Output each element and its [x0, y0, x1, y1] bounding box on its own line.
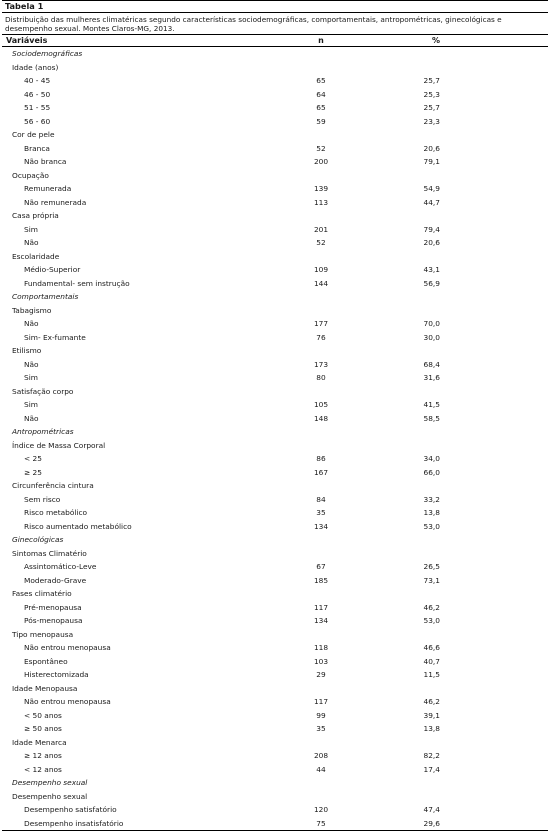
cell-n: 144 [313, 278, 329, 288]
cell-variable: 51 - 55 [24, 103, 51, 112]
cell-n: 148 [313, 413, 329, 423]
table-title: Tabela 1 [2, 0, 548, 13]
cell-percent: 47,4 [423, 805, 440, 814]
cell-variable: Fases climatério [12, 589, 72, 598]
cell-variable: Idade Menopausa [12, 683, 78, 693]
cell-percent [350, 344, 440, 358]
cell-percent: 68,4 [423, 359, 440, 369]
cell-n: 103 [313, 656, 329, 666]
cell-percent: 79,1 [423, 157, 440, 166]
cell-percent: 25,7 [423, 76, 440, 85]
table-row [2, 358, 548, 372]
cell-variable: Desempenho insatisfatório [24, 818, 124, 828]
group-heading-row [2, 439, 548, 453]
cell-n [292, 169, 350, 183]
cell-percent: 66,0 [423, 467, 440, 477]
cell-n: 118 [313, 643, 329, 652]
cell-variable: 40 - 45 [24, 76, 51, 85]
cell-n [292, 547, 350, 561]
cell-variable: Satisfação corpo [12, 386, 74, 396]
cell-variable: Pós-menopausa [24, 616, 83, 625]
cell-variable: Médio-Superior [24, 265, 81, 274]
cell-n [292, 344, 350, 358]
cell-percent [350, 47, 440, 61]
cell-n: 76 [316, 332, 326, 342]
cell-variable: Idade Menarca [12, 737, 67, 747]
cell-n: 64 [316, 89, 326, 99]
table-row [2, 520, 548, 534]
cell-variable: Índice de Massa Corporal [12, 440, 106, 450]
cell-percent: 44,7 [423, 197, 440, 207]
cell-variable: Não [24, 238, 39, 247]
cell-variable: < 25 [24, 454, 42, 463]
cell-variable: Desempenho sexual [12, 791, 88, 801]
section-heading-row [2, 533, 548, 547]
table-row [2, 317, 548, 331]
cell-percent [350, 169, 440, 183]
cell-variable: Não branca [24, 157, 67, 166]
cell-n: 52 [316, 238, 326, 247]
table-row [2, 655, 548, 669]
cell-percent: 46,2 [423, 602, 440, 612]
cell-variable: Tipo menopausa [12, 629, 74, 639]
cell-n: 86 [316, 454, 326, 463]
group-heading-row [2, 682, 548, 696]
table-row [2, 641, 548, 655]
cell-percent: 70,0 [423, 319, 440, 328]
cell-percent: 43,1 [423, 265, 440, 274]
cell-n: 109 [313, 265, 329, 274]
table-caption: Distribuição das mulheres climatéricas segundo características sociodemográficas, comportamentais, antropométricas, ginecológicas e desempenho sexual. Montes Claros-MG, 2013. [5, 14, 502, 33]
cell-variable: ≥ 12 anos [24, 751, 62, 760]
cell-percent: 17,4 [423, 764, 440, 774]
cell-n: 105 [313, 400, 329, 409]
header-variable: Variáveis [6, 36, 48, 45]
cell-n: 99 [316, 710, 326, 720]
group-heading-row [2, 790, 548, 804]
cell-n: 185 [313, 575, 329, 585]
cell-n [292, 628, 350, 642]
cell-n: 139 [313, 184, 329, 193]
cell-variable: Antropométricas [12, 427, 74, 436]
cell-percent: 13,8 [423, 724, 440, 733]
cell-variable: < 50 anos [24, 710, 62, 720]
cell-n [292, 790, 350, 804]
group-heading-row [2, 587, 548, 601]
header-n: n [318, 36, 324, 45]
cell-percent: 29,6 [423, 818, 440, 828]
cell-n: 52 [316, 143, 326, 153]
table-row [2, 142, 548, 156]
cell-n [292, 250, 350, 264]
cell-variable: Sim- Ex-fumante [24, 332, 86, 342]
cell-n [292, 61, 350, 75]
cell-percent: 30,0 [423, 332, 440, 342]
cell-variable: ≥ 25 [24, 467, 42, 477]
cell-percent [350, 290, 440, 304]
group-heading-row [2, 547, 548, 561]
table-row [2, 371, 548, 385]
table-row [2, 236, 548, 250]
cell-percent: 82,2 [423, 751, 440, 760]
cell-percent: 53,0 [423, 616, 440, 625]
cell-variable: Comportamentais [12, 292, 79, 301]
cell-percent [350, 209, 440, 223]
cell-variable: Etilismo [12, 346, 42, 355]
cell-percent: 53,0 [423, 521, 440, 531]
cell-percent [350, 385, 440, 399]
cell-n: 59 [316, 116, 326, 126]
cell-percent: 25,3 [423, 89, 440, 99]
cell-variable: Sim [24, 224, 38, 234]
cell-n [292, 479, 350, 493]
cell-percent [350, 128, 440, 142]
cell-n [292, 385, 350, 399]
cell-n [292, 533, 350, 547]
cell-n: 134 [313, 521, 329, 531]
cell-percent: 41,5 [423, 400, 440, 409]
cell-variable: 46 - 50 [24, 89, 51, 99]
cell-variable: < 12 anos [24, 764, 62, 774]
cell-n: 80 [316, 373, 326, 382]
cell-variable: Sim [24, 400, 38, 409]
cell-n [292, 776, 350, 790]
cell-variable: Não remunerada [24, 197, 87, 207]
cell-percent: 20,6 [423, 143, 440, 153]
group-heading-row [2, 61, 548, 75]
cell-n: 134 [313, 616, 329, 625]
cell-variable: Circunferência cintura [12, 481, 94, 490]
cell-n [292, 304, 350, 318]
table-row [2, 695, 548, 709]
cell-percent: 31,6 [423, 373, 440, 382]
cell-percent: 39,1 [423, 710, 440, 720]
cell-percent [350, 776, 440, 790]
cell-n: 65 [316, 76, 326, 85]
cell-n: 200 [313, 157, 329, 166]
group-heading-row [2, 169, 548, 183]
section-heading-row [2, 290, 548, 304]
table-row [2, 763, 548, 777]
cell-percent: 56,9 [423, 278, 440, 288]
cell-n: 167 [313, 467, 329, 477]
cell-percent [350, 61, 440, 75]
table-row [2, 182, 548, 196]
cell-variable: Não [24, 359, 39, 369]
table-row [2, 223, 548, 237]
cell-percent [350, 682, 440, 696]
cell-percent [350, 439, 440, 453]
cell-variable: Sociodemográficas [12, 49, 83, 58]
table-row [2, 560, 548, 574]
table-header-row [2, 34, 548, 47]
cell-n: 120 [313, 805, 329, 814]
table-row [2, 412, 548, 426]
cell-variable: Não entrou menopausa [24, 643, 111, 652]
cell-n [292, 736, 350, 750]
header-percent: % [431, 36, 440, 45]
cell-variable: Casa própria [12, 211, 59, 220]
cell-variable: Não entrou menopausa [24, 697, 111, 706]
cell-percent: 79,4 [423, 224, 440, 234]
table-row [2, 601, 548, 615]
cell-n: 35 [316, 508, 326, 517]
cell-n [292, 587, 350, 601]
cell-n: 29 [316, 670, 326, 679]
cell-n: 173 [313, 359, 329, 369]
cell-n: 75 [316, 818, 326, 828]
table-row [2, 466, 548, 480]
cell-percent [350, 736, 440, 750]
cell-variable: Fundamental- sem instrução [24, 278, 130, 288]
table-row [2, 493, 548, 507]
group-heading-row [2, 304, 548, 318]
cell-n: 177 [313, 319, 329, 328]
cell-n: 65 [316, 103, 326, 112]
cell-percent: 23,3 [423, 116, 440, 126]
table-row [2, 452, 548, 466]
cell-variable: Escolaridade [12, 251, 60, 261]
cell-percent: 46,6 [423, 643, 440, 652]
group-heading-row [2, 128, 548, 142]
table-row [2, 709, 548, 723]
section-heading-row [2, 425, 548, 439]
cell-percent: 11,5 [423, 670, 440, 679]
cell-variable: Idade (anos) [12, 62, 59, 72]
group-heading-row [2, 628, 548, 642]
cell-variable: Ginecológicas [12, 535, 64, 544]
cell-variable: Sim [24, 373, 38, 382]
cell-n [292, 425, 350, 439]
cell-percent [350, 479, 440, 493]
cell-variable: Pré-menopausa [24, 602, 82, 612]
cell-variable: Assintomático-Leve [24, 562, 97, 571]
table-row [2, 88, 548, 102]
cell-variable: Sintomas Climatério [12, 548, 87, 558]
cell-n: 113 [313, 197, 329, 207]
cell-percent: 40,7 [423, 656, 440, 666]
cell-variable: Branca [24, 143, 50, 153]
cell-n [292, 682, 350, 696]
cell-percent: 58,5 [423, 413, 440, 423]
table-body [2, 47, 548, 830]
cell-n: 201 [313, 224, 329, 234]
cell-variable: Ocupação [12, 170, 49, 180]
cell-percent: 20,6 [423, 238, 440, 247]
cell-variable: Remunerada [24, 184, 72, 193]
cell-percent: 73,1 [423, 575, 440, 585]
cell-variable: Desempenho satisfatório [24, 805, 117, 814]
cell-n [292, 47, 350, 61]
cell-percent [350, 628, 440, 642]
cell-variable: ≥ 50 anos [24, 724, 62, 733]
table-row [2, 398, 548, 412]
cell-variable: Risco aumentado metabólico [24, 521, 132, 531]
table-row [2, 506, 548, 520]
cell-variable: Cor de pele [12, 130, 55, 139]
table-row [2, 331, 548, 345]
cell-variable: Espontâneo [24, 656, 68, 666]
cell-variable: Risco metabólico [24, 508, 88, 517]
cell-percent [350, 790, 440, 804]
table-row [2, 668, 548, 682]
cell-percent [350, 425, 440, 439]
cell-variable: Não [24, 319, 39, 328]
cell-percent [350, 533, 440, 547]
table-row [2, 155, 548, 169]
table-row [2, 277, 548, 291]
cell-n: 208 [313, 751, 329, 760]
table-row [2, 614, 548, 628]
table-row [2, 115, 548, 129]
table-row [2, 196, 548, 210]
cell-percent [350, 250, 440, 264]
cell-variable: Não [24, 413, 39, 423]
cell-n: 84 [316, 494, 326, 504]
cell-n [292, 209, 350, 223]
cell-variable: Tabagismo [12, 305, 52, 315]
table-document [2, 0, 548, 831]
cell-percent: 34,0 [423, 454, 440, 463]
cell-n [292, 128, 350, 142]
section-heading-row [2, 776, 548, 790]
table-row [2, 749, 548, 763]
cell-percent [350, 304, 440, 318]
cell-percent: 54,9 [423, 184, 440, 193]
table-row [2, 101, 548, 115]
table-row [2, 74, 548, 88]
cell-percent [350, 547, 440, 561]
table-row [2, 574, 548, 588]
table-row [2, 817, 548, 831]
cell-percent: 26,5 [423, 562, 440, 571]
group-heading-row [2, 479, 548, 493]
table-row [2, 263, 548, 277]
cell-percent: 46,2 [423, 697, 440, 706]
cell-percent: 25,7 [423, 103, 440, 112]
cell-n: 117 [313, 697, 329, 706]
cell-variable: Sem risco [24, 494, 61, 504]
cell-n [292, 290, 350, 304]
table-row [2, 722, 548, 736]
cell-variable: Moderado-Grave [24, 575, 87, 585]
group-heading-row [2, 250, 548, 264]
cell-variable: Desempenho sexual [12, 778, 88, 787]
cell-n [292, 439, 350, 453]
cell-n: 44 [316, 764, 326, 774]
group-heading-row [2, 209, 548, 223]
cell-n: 67 [316, 562, 326, 571]
group-heading-row [2, 344, 548, 358]
cell-variable: 56 - 60 [24, 116, 51, 126]
section-heading-row [2, 47, 548, 61]
cell-n: 35 [316, 724, 326, 733]
cell-percent: 33,2 [423, 494, 440, 504]
cell-percent: 13,8 [423, 508, 440, 517]
cell-n: 117 [313, 602, 329, 612]
group-heading-row [2, 736, 548, 750]
cell-percent [350, 587, 440, 601]
group-heading-row [2, 385, 548, 399]
table-bottom-rule [2, 830, 548, 831]
cell-variable: Histerectomizada [24, 670, 89, 679]
table-row [2, 803, 548, 817]
